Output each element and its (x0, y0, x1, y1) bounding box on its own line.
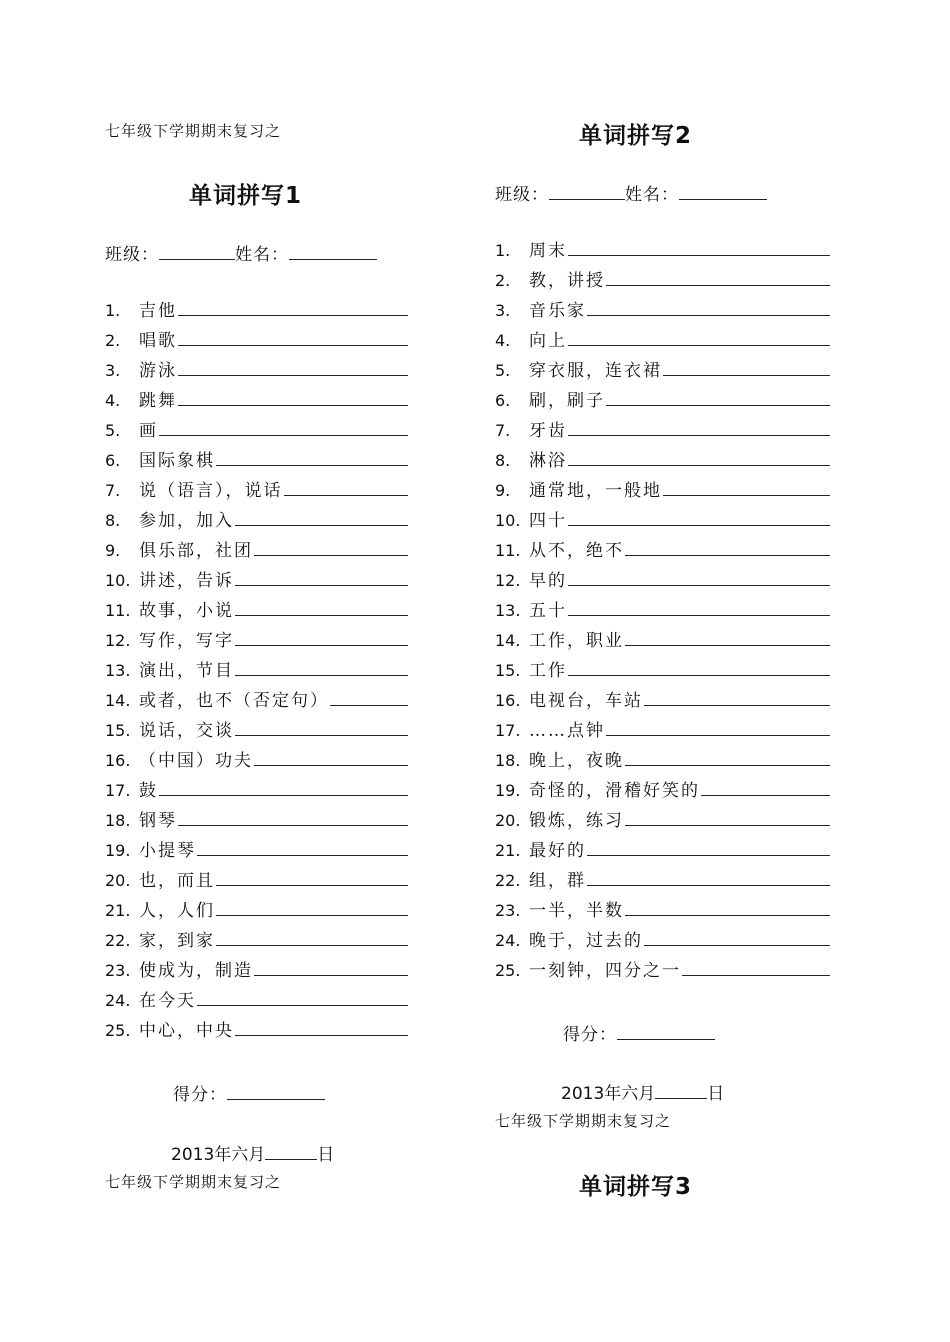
item-chinese-meaning: 国际象棋 (139, 451, 215, 471)
item-chinese-meaning: 鼓 (139, 781, 158, 801)
name-label: 姓名： (235, 245, 289, 265)
item-number: 12. (495, 571, 521, 590)
word-item (105, 926, 408, 956)
word-item (105, 1016, 408, 1046)
item-number: 19. (495, 781, 521, 800)
item-number: 17. (105, 781, 131, 800)
worksheet-3-pre-title-left: 七年级下学期期末复习之 (105, 1173, 282, 1191)
item-chinese-meaning: 五十 (529, 601, 567, 621)
item-number: 9. (495, 481, 511, 500)
item-chinese-meaning: 钢琴 (139, 811, 177, 831)
worksheet-2-score (563, 1020, 715, 1045)
answer-blank[interactable] (625, 747, 830, 766)
worksheet-3-pre-title: 七年级下学期期末复习之 (495, 1112, 672, 1130)
item-chinese-meaning: 写作，写字 (139, 631, 234, 651)
answer-blank[interactable] (587, 867, 830, 886)
word-item (105, 476, 408, 506)
answer-blank[interactable] (284, 477, 409, 496)
date-month: 年六月 (214, 1145, 266, 1165)
date-year: 2013 (171, 1145, 215, 1165)
item-number: 1. (105, 301, 121, 320)
item-chinese-meaning: 故事，小说 (139, 601, 234, 621)
date-year: 2013 (561, 1084, 605, 1104)
item-chinese-meaning: 跳舞 (139, 391, 177, 411)
item-number: 6. (105, 451, 121, 470)
item-chinese-meaning: 刷，刷子 (529, 391, 605, 411)
word-item (495, 506, 830, 536)
answer-blank[interactable] (568, 597, 830, 616)
answer-blank[interactable] (606, 267, 830, 286)
worksheet-2-class-name-line (495, 180, 767, 205)
date-month: 年六月 (604, 1084, 656, 1104)
item-chinese-meaning: 工作，职业 (529, 631, 624, 651)
item-chinese-meaning: 一半，半数 (529, 901, 624, 921)
item-number: 2. (105, 331, 121, 350)
answer-blank[interactable] (254, 957, 408, 976)
worksheet-1-title: 单词拼写1 (189, 183, 303, 209)
item-chinese-meaning: 演出，节目 (139, 661, 234, 681)
item-chinese-meaning: 向上 (529, 331, 567, 351)
worksheet-1-class-name-line (105, 240, 377, 265)
item-chinese-meaning: 吉他 (139, 301, 177, 321)
item-chinese-meaning: 俱乐部，社团 (139, 541, 253, 561)
item-chinese-meaning: 中心，中央 (139, 1021, 234, 1041)
answer-blank[interactable] (568, 657, 830, 676)
item-chinese-meaning: 参加，加入 (139, 511, 234, 531)
item-number: 4. (495, 331, 511, 350)
item-number: 24. (105, 991, 131, 1010)
item-number: 11. (105, 601, 131, 620)
item-chinese-meaning: 奇怪的，滑稽好笑的 (529, 781, 700, 801)
answer-blank[interactable] (587, 297, 830, 316)
word-item (495, 716, 830, 746)
word-item (495, 416, 830, 446)
item-number: 16. (495, 691, 521, 710)
date-day: 日 (707, 1084, 725, 1104)
item-number: 15. (495, 661, 521, 680)
item-number: 8. (105, 511, 121, 530)
item-number: 2. (495, 271, 511, 290)
answer-blank[interactable] (178, 357, 408, 376)
answer-blank[interactable] (682, 957, 830, 976)
class-blank[interactable] (549, 183, 625, 200)
class-label: 班级： (105, 245, 159, 265)
score-blank[interactable] (227, 1083, 325, 1100)
item-chinese-meaning: 使成为，制造 (139, 961, 253, 981)
answer-blank[interactable] (197, 987, 408, 1006)
item-number: 14. (495, 631, 521, 650)
word-item (105, 686, 408, 716)
worksheet-1-date (171, 1140, 334, 1165)
answer-blank[interactable] (663, 357, 830, 376)
answer-blank[interactable] (178, 807, 408, 826)
item-number: 6. (495, 391, 511, 410)
word-item (105, 716, 408, 746)
item-chinese-meaning: 组，群 (529, 871, 586, 891)
item-chinese-meaning: 讲述，告诉 (139, 571, 234, 591)
item-chinese-meaning: 从不，绝不 (529, 541, 624, 561)
worksheet-1-pre-title: 七年级下学期期末复习之 (105, 122, 282, 140)
item-chinese-meaning: 画 (139, 421, 158, 441)
item-chinese-meaning: 家，到家 (139, 931, 215, 951)
score-label: 得分： (173, 1085, 227, 1105)
answer-blank[interactable] (568, 417, 830, 436)
answer-blank[interactable] (254, 537, 408, 556)
item-chinese-meaning: 电视台，车站 (529, 691, 643, 711)
answer-blank[interactable] (587, 837, 830, 856)
item-chinese-meaning: 穿衣服，连衣裙 (529, 361, 662, 381)
item-number: 8. (495, 451, 511, 470)
word-item (495, 656, 830, 686)
item-number: 23. (495, 901, 521, 920)
answer-blank[interactable] (178, 297, 408, 316)
item-number: 23. (105, 961, 131, 980)
answer-blank[interactable] (235, 657, 408, 676)
word-item (495, 776, 830, 806)
answer-blank[interactable] (568, 237, 830, 256)
item-chinese-meaning: 周末 (529, 241, 567, 261)
item-chinese-meaning: 在今天 (139, 991, 196, 1011)
answer-blank[interactable] (216, 867, 408, 886)
date-day-blank[interactable] (265, 1143, 317, 1160)
item-number: 1. (495, 241, 511, 260)
word-item (105, 326, 408, 356)
word-item (495, 296, 830, 326)
answer-blank[interactable] (235, 627, 408, 646)
item-number: 16. (105, 751, 131, 770)
item-number: 18. (495, 751, 521, 770)
word-item (495, 746, 830, 776)
word-item (495, 476, 830, 506)
worksheet-2-word-list (495, 236, 830, 986)
item-chinese-meaning: 晚于，过去的 (529, 931, 643, 951)
word-item (105, 866, 408, 896)
worksheet-2-title: 单词拼写2 (579, 123, 693, 149)
answer-blank[interactable] (568, 327, 830, 346)
word-item (495, 836, 830, 866)
answer-blank[interactable] (235, 1017, 408, 1036)
answer-blank[interactable] (625, 627, 830, 646)
name-blank[interactable] (679, 183, 767, 200)
word-item (495, 446, 830, 476)
item-number: 12. (105, 631, 131, 650)
answer-blank[interactable] (330, 687, 408, 706)
answer-blank[interactable] (644, 927, 830, 946)
word-item (105, 776, 408, 806)
answer-blank[interactable] (663, 477, 830, 496)
item-number: 22. (495, 871, 521, 890)
item-number: 21. (105, 901, 131, 920)
word-item (105, 416, 408, 446)
item-number: 18. (105, 811, 131, 830)
item-chinese-meaning: ……点钟 (529, 721, 605, 741)
score-blank[interactable] (617, 1023, 715, 1040)
name-blank[interactable] (289, 243, 377, 260)
answer-blank[interactable] (235, 567, 408, 586)
answer-blank[interactable] (235, 597, 408, 616)
word-item (495, 356, 830, 386)
answer-blank[interactable] (625, 807, 830, 826)
item-number: 3. (495, 301, 511, 320)
item-chinese-meaning: 晚上，夜晚 (529, 751, 624, 771)
date-day: 日 (317, 1145, 335, 1165)
item-number: 21. (495, 841, 521, 860)
word-item (495, 926, 830, 956)
word-item (495, 326, 830, 356)
item-chinese-meaning: 说（语言），说话 (139, 481, 283, 501)
word-item (495, 686, 830, 716)
answer-blank[interactable] (568, 567, 830, 586)
item-number: 17. (495, 721, 521, 740)
word-item (105, 506, 408, 536)
item-number: 10. (105, 571, 131, 590)
item-number: 14. (105, 691, 131, 710)
word-item (105, 566, 408, 596)
answer-blank[interactable] (216, 447, 408, 466)
worksheet-2-date (561, 1079, 724, 1104)
word-item (105, 656, 408, 686)
answer-blank[interactable] (625, 537, 830, 556)
answer-blank[interactable] (568, 507, 830, 526)
item-chinese-meaning: 小提琴 (139, 841, 196, 861)
worksheet-1-score (173, 1080, 325, 1105)
answer-blank[interactable] (159, 417, 408, 436)
item-number: 10. (495, 511, 521, 530)
answer-blank[interactable] (254, 747, 408, 766)
answer-blank[interactable] (644, 687, 830, 706)
item-chinese-meaning: 唱歌 (139, 331, 177, 351)
answer-blank[interactable] (568, 447, 830, 466)
name-label: 姓名： (625, 185, 679, 205)
item-chinese-meaning: 或者，也不（否定句） (139, 691, 329, 711)
item-number: 5. (495, 361, 511, 380)
worksheet-1-word-list (105, 296, 408, 1046)
item-number: 13. (105, 661, 131, 680)
item-chinese-meaning: 淋浴 (529, 451, 567, 471)
word-item (105, 746, 408, 776)
item-chinese-meaning: 锻炼，练习 (529, 811, 624, 831)
word-item (105, 956, 408, 986)
answer-blank[interactable] (701, 777, 830, 796)
word-item (495, 806, 830, 836)
answer-blank[interactable] (178, 387, 408, 406)
item-number: 4. (105, 391, 121, 410)
word-item (105, 806, 408, 836)
word-item (105, 836, 408, 866)
item-number: 24. (495, 931, 521, 950)
answer-blank[interactable] (216, 927, 408, 946)
class-blank[interactable] (159, 243, 235, 260)
item-chinese-meaning: 教，讲授 (529, 271, 605, 291)
item-chinese-meaning: （中国）功夫 (139, 751, 253, 771)
item-number: 13. (495, 601, 521, 620)
item-chinese-meaning: 牙齿 (529, 421, 567, 441)
word-item (495, 866, 830, 896)
item-number: 19. (105, 841, 131, 860)
word-item (105, 986, 408, 1016)
item-chinese-meaning: 也，而且 (139, 871, 215, 891)
word-item (495, 596, 830, 626)
item-number: 3. (105, 361, 121, 380)
answer-blank[interactable] (625, 897, 830, 916)
item-number: 7. (495, 421, 511, 440)
word-item (495, 956, 830, 986)
item-chinese-meaning: 早的 (529, 571, 567, 591)
answer-blank[interactable] (606, 717, 830, 736)
answer-blank[interactable] (235, 717, 408, 736)
word-item (105, 296, 408, 326)
answer-blank[interactable] (197, 837, 408, 856)
word-item (105, 536, 408, 566)
item-number: 7. (105, 481, 121, 500)
score-label: 得分： (563, 1025, 617, 1045)
item-number: 25. (495, 961, 521, 980)
answer-blank[interactable] (606, 387, 830, 406)
item-chinese-meaning: 游泳 (139, 361, 177, 381)
item-chinese-meaning: 四十 (529, 511, 567, 531)
item-number: 11. (495, 541, 521, 560)
item-chinese-meaning: 通常地，一般地 (529, 481, 662, 501)
item-number: 22. (105, 931, 131, 950)
word-item (105, 356, 408, 386)
word-item (495, 536, 830, 566)
answer-blank[interactable] (235, 507, 408, 526)
item-number: 20. (105, 871, 131, 890)
answer-blank[interactable] (178, 327, 408, 346)
item-chinese-meaning: 人，人们 (139, 901, 215, 921)
word-item (105, 626, 408, 656)
item-number: 9. (105, 541, 121, 560)
word-item (495, 896, 830, 926)
answer-blank[interactable] (216, 897, 408, 916)
word-item (105, 386, 408, 416)
item-chinese-meaning: 一刻钟，四分之一 (529, 961, 681, 981)
word-item (495, 236, 830, 266)
date-day-blank[interactable] (655, 1082, 707, 1099)
worksheet-3-title: 单词拼写3 (579, 1174, 693, 1200)
class-label: 班级： (495, 185, 549, 205)
item-number: 5. (105, 421, 121, 440)
word-item (495, 386, 830, 416)
item-number: 20. (495, 811, 521, 830)
answer-blank[interactable] (159, 777, 408, 796)
word-item (105, 446, 408, 476)
item-chinese-meaning: 最好的 (529, 841, 586, 861)
word-item (495, 566, 830, 596)
item-chinese-meaning: 工作 (529, 661, 567, 681)
word-item (105, 596, 408, 626)
word-item (495, 266, 830, 296)
item-chinese-meaning: 说话，交谈 (139, 721, 234, 741)
item-number: 25. (105, 1021, 131, 1040)
word-item (105, 896, 408, 926)
word-item (495, 626, 830, 656)
item-number: 15. (105, 721, 131, 740)
item-chinese-meaning: 音乐家 (529, 301, 586, 321)
